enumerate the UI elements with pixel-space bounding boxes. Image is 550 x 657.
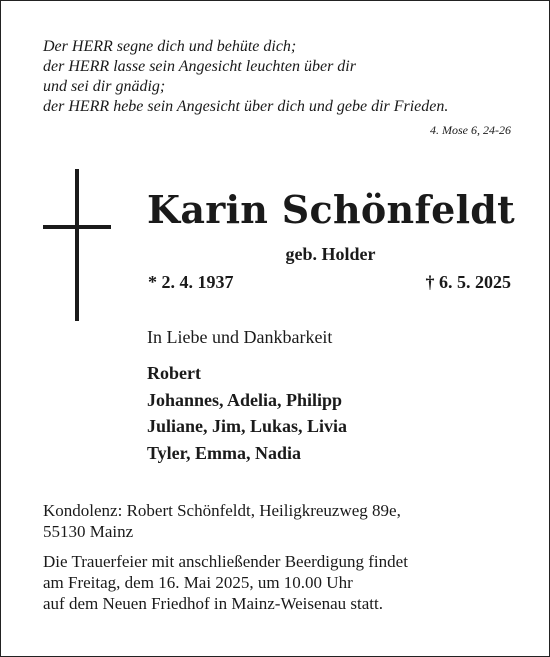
family-member-line: Johannes, Adelia, Philipp [147,389,343,410]
condolence-line: 55130 Mainz [43,522,134,541]
cross-horizontal-bar [43,225,111,229]
bible-verse [43,37,513,117]
dedication: In Liebe und Dankbarkeit [147,327,333,347]
maiden-name: geb. Holder [285,244,376,264]
verse-line: und sei dir gnädig; [43,78,166,95]
birth-date: * 2. 4. 1937 [148,272,234,292]
deceased-name: Karin Schönfeldt [147,187,516,232]
cross-vertical-bar [75,169,79,321]
family-list [147,360,347,466]
verse-line: der HERR hebe sein Angesicht über dich und gebe dir Frieden. [43,98,449,115]
verse-source: 4. Mose 6, 24-26 [430,123,511,137]
death-date: † 6. 5. 2025 [425,272,511,292]
funeral-details [43,551,519,614]
condolence-line: Kondolenz: Robert Schönfeldt, Heiligkreuzweg 89e, [43,501,401,520]
verse-line: der HERR lasse sein Angesicht leuchten über dir [43,58,356,75]
funeral-line: auf dem Neuen Friedhof in Mainz-Weisenau statt. [43,594,383,613]
family-member-line: Juliane, Jim, Lukas, Livia [147,416,348,436]
verse-line: Der HERR segne dich und behüte dich; [43,38,297,55]
family-member-line: Tyler, Emma, Nadia [147,442,302,463]
family-member-line: Robert [147,363,201,383]
funeral-line: am Freitag, dem 16. Mai 2025, um 10.00 Uhr [43,573,353,592]
funeral-line: Die Trauerfeier mit anschließender Beerdigung findet [43,552,408,571]
cross-icon [43,169,111,321]
condolence-address [43,500,519,542]
